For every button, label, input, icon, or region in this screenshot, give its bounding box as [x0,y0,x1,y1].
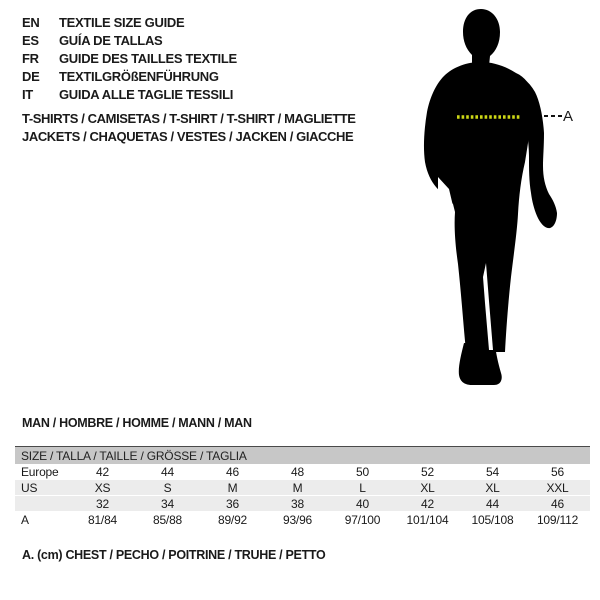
table-cell: XXL [546,480,569,495]
table-cell: 97/100 [344,512,381,527]
table-cell: 54 [486,465,499,479]
table-cell: 48 [291,465,304,479]
table-cell: 46 [226,465,239,479]
table-cell: 44 [161,465,174,479]
row-label: Europe [21,465,59,479]
silhouette-body [424,62,533,352]
category-line-jackets: JACKETS / CHAQUETAS / VESTES / JACKEN / GIACCHE [22,128,354,144]
size-table-header [15,447,590,464]
table-row-us [15,480,590,496]
table-cell: XL [420,480,435,495]
table-cell: 52 [421,465,434,479]
table-cell: 38 [291,496,304,511]
language-code: IT [22,87,33,103]
table-cell: 85/88 [152,512,183,527]
list-item [22,13,237,31]
measurement-footnote: A. (cm) CHEST / PECHO / POITRINE / TRUHE / PETTO [22,548,326,562]
table-cell: 34 [161,496,174,511]
table-cell: 40 [356,496,369,511]
language-title: GUIDE DES TAILLES TEXTILE [59,50,237,66]
row-label: US [21,480,38,495]
table-cell: 46 [551,496,564,511]
table-cell: 81/84 [87,512,118,527]
language-title: GUÍA DE TALLAS [59,32,163,48]
row-label: A [21,512,29,527]
gender-title: MAN / HOMBRE / HOMME / MANN / MAN [22,416,252,430]
table-row-chest [15,511,590,528]
language-code: FR [22,50,39,66]
table-cell: 109/112 [536,512,579,527]
table-cell: XS [94,480,111,495]
language-code: EN [22,14,40,30]
table-cell: XL [485,480,500,495]
silhouette-head [463,9,500,66]
table-cell: M [292,480,303,495]
language-title: GUIDA ALLE TAGLIE TESSILI [59,87,234,103]
table-row-numeric [15,496,590,511]
size-table-header-label: SIZE / TALLA / TAILLE / GRÖSSE / TAGLIA [21,448,247,463]
table-cell: 42 [96,465,109,479]
category-line-tshirts: T-SHIRTS / CAMISETAS / T-SHIRT / T-SHIRT / MAGLIETTE [22,111,356,126]
man-silhouette [415,5,565,395]
man-silhouette-svg [415,5,565,395]
measure-label-a: A [563,108,574,125]
table-cell: 36 [226,496,239,511]
silhouette-foot [459,343,502,385]
table-cell: 93/96 [282,512,313,527]
language-code: ES [22,32,39,48]
table-cell: 89/92 [217,512,248,527]
list-item [22,49,237,67]
language-title: TEXTILGRÖßENFÜHRUNG [59,69,219,85]
table-cell: 50 [356,465,369,479]
table-cell: 101/104 [406,512,449,527]
language-title: TEXTILE SIZE GUIDE [59,14,185,30]
measure-leader-dashes [544,115,563,117]
language-code: DE [22,69,40,85]
table-cell: L [359,480,366,495]
table-row-europe [15,464,590,480]
list-item [22,86,237,104]
table-cell: S [163,480,172,495]
size-table [15,446,590,528]
table-cell: 44 [486,496,499,511]
list-item [22,31,237,49]
language-list [22,13,237,104]
table-cell: M [227,480,238,495]
table-cell: 32 [96,496,109,511]
table-cell: 105/108 [471,512,514,527]
list-item [22,68,237,86]
table-cell: 56 [551,465,564,479]
garment-categories [22,110,356,145]
table-cell: 42 [421,496,434,511]
